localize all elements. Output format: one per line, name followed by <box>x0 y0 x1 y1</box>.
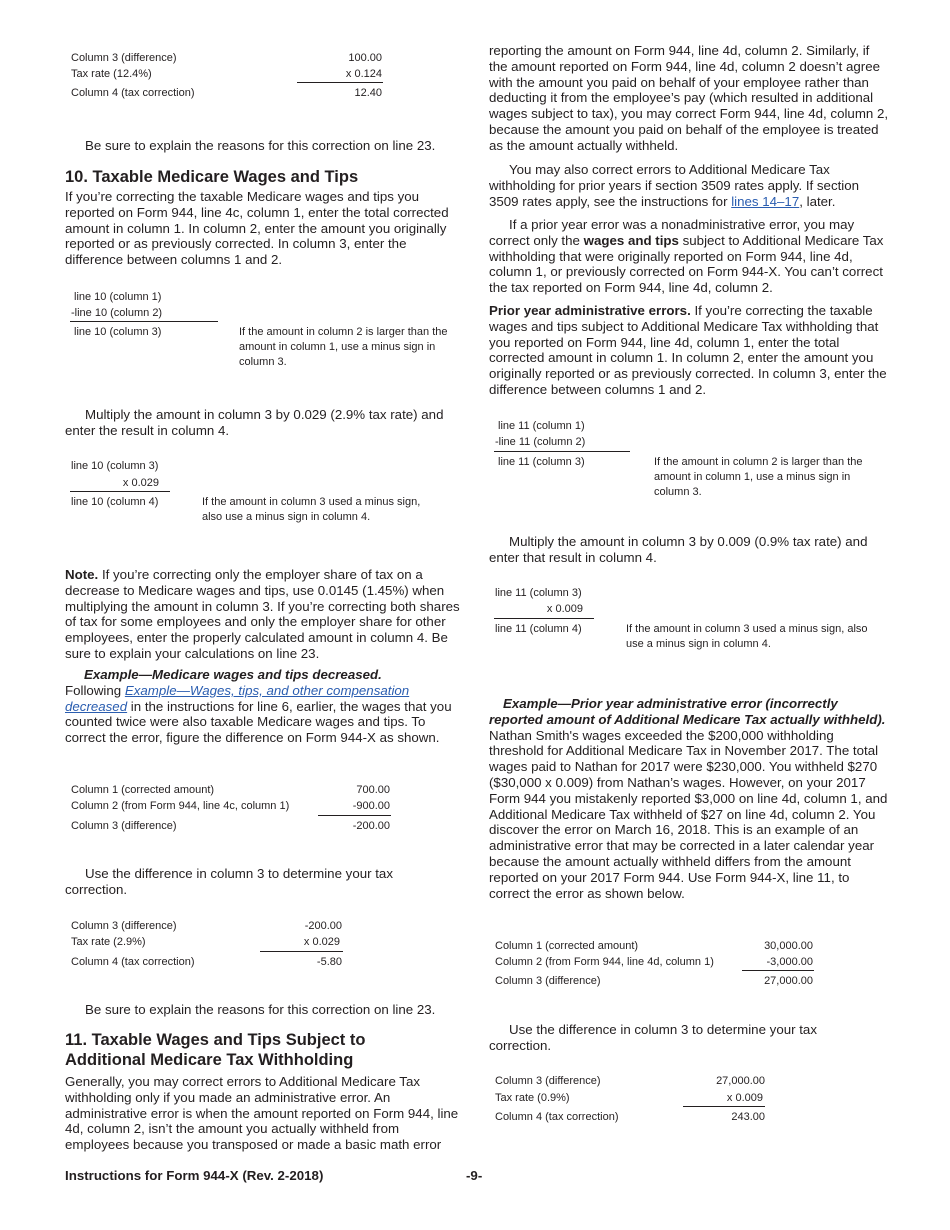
figure-note: If the amount in column 3 used a minus sign, also use a minus sign in column 4. <box>626 623 868 650</box>
figure-line: line 10 (column 3) <box>71 460 159 472</box>
table-row-label: Column 1 (corrected amount) <box>495 940 639 952</box>
right-paragraph-3 <box>489 217 889 296</box>
sum-rule <box>260 951 343 952</box>
footer-title: Instructions for Form 944-X (Rev. 2-2018) <box>65 1168 324 1183</box>
right-example-text: Nathan Smith's wages exceeded the $200,000 withholding threshold for Additional Medicare Tax in November 2017. The total wages paid to Nathan for 2017 were $230,000. You withheld $270 ($30,000 x 0.009) from Nathan’s wages. However, on your 2017 Form 944 you mistakenly reported $3,000 on line 4d, column 1, and Additional Medicare Tax withheld of $27 on line 4d, column 2. You discover the error on March 16, 2018. This is an example of an administrative error that may be corrected in a later calendar year because the amount actually withheld differs from the amount reported on your 2017 Form 944. Use Form 944-X, line 11, to correct the error as shown below. <box>489 727 888 901</box>
table-row-value: x 0.009 <box>726 1092 763 1104</box>
calc-row-label: Column 3 (difference) <box>71 52 177 64</box>
section-11-heading-line2: Additional Medicare Tax Withholding <box>65 1051 354 1069</box>
table-row-label: Column 3 (difference) <box>71 820 177 832</box>
section-11-heading <box>65 1030 465 1070</box>
figure-line: line 10 (column 1) <box>74 291 162 303</box>
para3-bold: wages and tips <box>583 232 679 248</box>
sum-rule <box>742 970 814 971</box>
note-text: If you’re correcting only the employer share of tax on a decrease to Medicare wages and tips, use 0.0145 (1.45%) when multiplying the amount in column 3. If you’re correcting both shares of tax for some employees and only the employer share for other employees, enter the properly calculated amount in column 4. Be sure to explain your calculations on line 23. <box>65 567 460 661</box>
sum-rule <box>494 451 630 452</box>
figure-line: -line 11 (column 2) <box>495 436 586 448</box>
figure-line: line 10 (column 3) <box>74 326 162 338</box>
calc-row-label: Tax rate (12.4%) <box>71 68 152 80</box>
calc-row-value: 12.40 <box>354 87 382 99</box>
figure-line: -line 10 (column 2) <box>71 307 163 319</box>
table-row-label: Column 3 (difference) <box>71 920 177 932</box>
multiply-paragraph: Multiply the amount in column 3 by 0.029 (2.9% tax rate) and enter the result in column 4. <box>65 407 444 438</box>
sum-rule <box>318 815 391 816</box>
table-row-label: Tax rate (0.9%) <box>495 1092 570 1104</box>
right-example-paragraph <box>489 696 889 901</box>
table-row-value: 30,000.00 <box>764 940 813 952</box>
table-row-value: 700.00 <box>356 784 390 796</box>
calc-row-value: 100.00 <box>348 52 382 64</box>
table-row-value: -200.00 <box>352 820 390 832</box>
calc-row-label: Column 4 (tax correction) <box>71 87 195 99</box>
sum-rule <box>70 491 170 492</box>
example-title: Example—Medicare wages and tips decreased. <box>84 667 382 682</box>
example-post: in the instructions for line 6, earlier, the wages that you counted twice were also taxable Medicare wages and tips. To correct the error, figure the difference on Form 944-X as shown. <box>65 698 452 746</box>
table-row-value: 27,000.00 <box>716 1075 765 1087</box>
table-row-label: Column 4 (tax correction) <box>71 956 195 968</box>
table-row-label: Column 2 (from Form 944, line 4d, column 1) <box>495 956 714 968</box>
sum-rule <box>70 321 218 322</box>
right-paragraph-1: reporting the amount on Form 944, line 4d, column 2. Similarly, if the amount reported on Form 944, line 4d, column 2 doesn’t agree with the amount you paid on behalf of your employee rather than deducting it from the employee’s pay (which resulted in additional wages subject to tax), you may correct Form 944, line 4d, column 2, because the amount you paid on behalf of the employee is treated as the amount actually withheld. <box>489 43 889 153</box>
figure-note: If the amount in column 3 used a minus sign, also use a minus sign in column 4. <box>202 496 421 523</box>
figure-line: line 11 (column 3) <box>495 587 582 599</box>
right-multiply-paragraph: Multiply the amount in column 3 by 0.009 (0.9% tax rate) and enter that result in column 4. <box>489 534 868 565</box>
para3-pre: If a prior year error was a nonadministrative error, you may correct only the <box>489 217 855 248</box>
table-row-label: Column 1 (corrected amount) <box>71 784 215 796</box>
sum-rule <box>297 82 383 83</box>
figure-line: x 0.029 <box>122 477 159 489</box>
figure-line: line 11 (column 4) <box>495 623 582 635</box>
right-use-difference-paragraph: Use the difference in column 3 to determine your tax correction. <box>489 1022 817 1053</box>
right-paragraph-2 <box>489 162 889 209</box>
note-label: Note. <box>65 567 99 582</box>
prior-year-paragraph <box>489 303 889 398</box>
para2-pre: You may also correct errors to Additional Medicare Tax withholding for prior years if section 3509 rates apply. If section 3509 rates apply, see the instructions for <box>489 162 860 209</box>
sum-rule <box>494 618 594 619</box>
para3-post: subject to Additional Medicare Tax withholding that were originally reported on Form 944, line 4d, column 1, or previously corrected on Form 944-X. You can’t correct the tax reported on Form 944, line 4d, column 2. <box>489 232 884 296</box>
calc-row-value: x 0.124 <box>345 68 382 80</box>
table-row-label: Column 2 (from Form 944, line 4c, column 1) <box>71 800 290 812</box>
explain-text: Be sure to explain the reasons for this correction on line 23. <box>85 1002 436 1017</box>
figure-line: line 10 (column 4) <box>71 496 159 508</box>
figure-note: If the amount in column 2 is larger than the amount in column 1, use a minus sign in column 3. <box>654 456 863 498</box>
example-link[interactable]: Example—Wages, tips, and other compensation decreased <box>65 682 410 714</box>
figure-line: x 0.009 <box>546 603 583 615</box>
sum-rule <box>683 1106 765 1107</box>
prior-year-label: Prior year administrative errors. <box>489 303 691 318</box>
table-row-value: -5.80 <box>316 956 342 968</box>
section-11-heading-line1: 11. Taxable Wages and Tips Subject to <box>65 1031 366 1049</box>
table-row-value: -900.00 <box>352 800 390 812</box>
table-row-label: Column 3 (difference) <box>495 975 601 987</box>
figure-note: If the amount in column 2 is larger than the amount in column 1, use a minus sign in column 3. <box>239 326 448 368</box>
table-row-value: -200.00 <box>304 920 342 932</box>
figure-line: line 11 (column 1) <box>498 420 585 432</box>
figure-line: line 11 (column 3) <box>498 456 585 468</box>
table-row-value: -3,000.00 <box>766 956 813 968</box>
example-paragraph <box>65 667 463 746</box>
table-row-label: Column 4 (tax correction) <box>495 1111 619 1123</box>
table-row-label: Column 3 (difference) <box>495 1075 601 1087</box>
section-11-paragraph: Generally, you may correct errors to Additional Medicare Tax withholding only if you made an administrative error. An administrative error is when the amount reported on Form 944, line 4d, column 2, isn’t the amount you actually withheld from employees because you transposed or made a basic math error <box>65 1074 459 1153</box>
table-row-label: Tax rate (2.9%) <box>71 936 146 948</box>
table-row-value: 243.00 <box>731 1111 765 1123</box>
section-10-heading: 10. Taxable Medicare Wages and Tips <box>65 168 359 186</box>
explain-text: Be sure to explain the reasons for this correction on line 23. <box>85 138 436 153</box>
right-example-title: Example—Prior year administrative error (incorrectly reported amount of Additional Medicare Tax actually withheld). <box>489 696 886 727</box>
para2-post: , later. <box>799 193 836 209</box>
prior-year-text: If you’re correcting the taxable wages and tips subject to Additional Medicare Tax withholding that you reported on Form 944, line 4d, column 1, enter the total corrected amount in column 1. In column 2, enter the amount you originally reported or as previously corrected. In column 3, enter the difference between columns 1 and 2. <box>489 303 887 397</box>
use-difference-paragraph: Use the difference in column 3 to determine your tax correction. <box>65 866 393 897</box>
table-row-value: x 0.029 <box>303 936 340 948</box>
section-10-paragraph: If you’re correcting the taxable Medicare wages and tips you reported on Form 944, line 4c, column 1, enter the total corrected amount in column 1. In column 2, enter the amount you originally reported or as previously corrected. In column 3, enter the difference between columns 1 and 2. <box>65 189 449 268</box>
lines-14-17-link[interactable]: lines 14–17 <box>731 193 800 209</box>
note-paragraph <box>65 567 463 662</box>
page-number: -9- <box>466 1168 483 1183</box>
example-pre: Following <box>65 682 125 698</box>
table-row-value: 27,000.00 <box>764 975 813 987</box>
